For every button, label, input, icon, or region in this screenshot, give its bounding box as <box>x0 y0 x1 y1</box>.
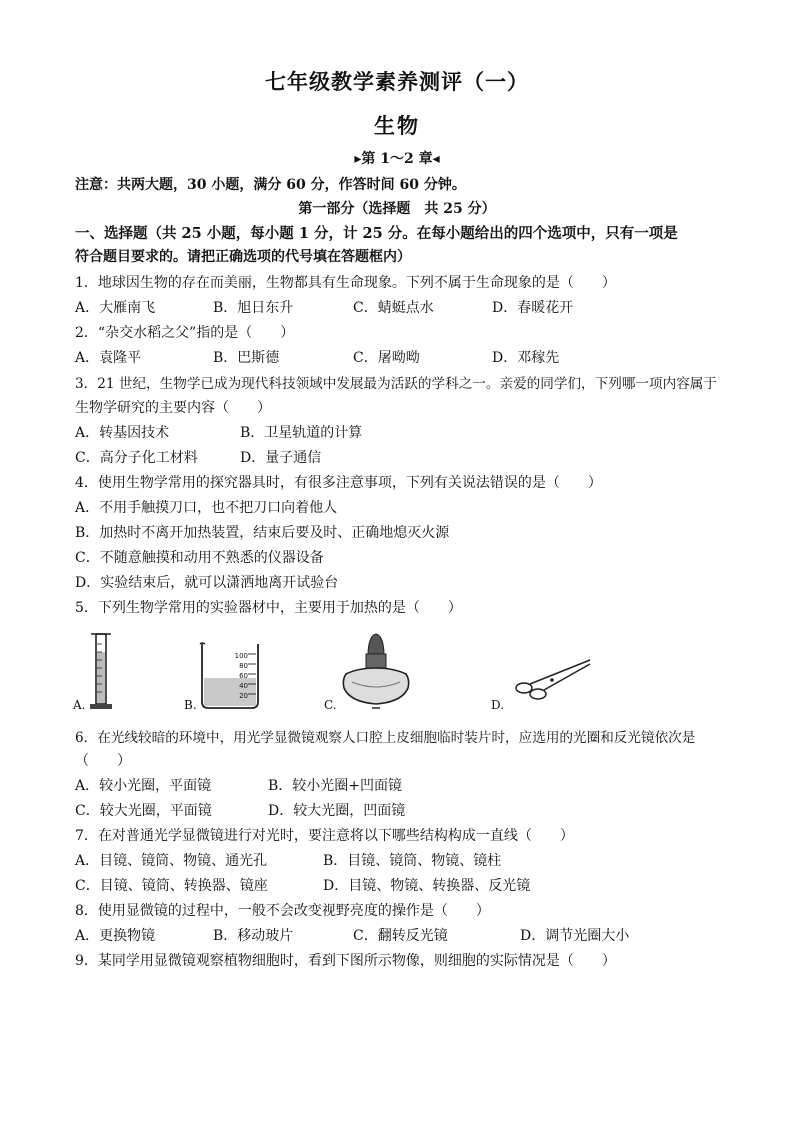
q6-option-d: D．较大光圈，凹面镜 <box>268 803 406 819</box>
q4-option-c: C．不随意触摸和动用不熟悉的仪器设备 <box>75 550 324 566</box>
q4-option-b: B．加热时不离开加热装置，结束后要及时、正确地熄灭火源 <box>75 525 450 541</box>
q2-stem: 2．“杂交水稻之父”指的是（ ） <box>75 325 295 341</box>
q5-label-b: B. <box>184 698 197 712</box>
beaker-tick-label: 80 <box>239 662 248 670</box>
exam-title: 七年级教学素养测评（一） <box>265 69 529 94</box>
scissors-figure <box>506 654 594 700</box>
subject-title: 生物 <box>374 113 420 138</box>
q1-option-b: B．旭日东升 <box>213 300 294 316</box>
q5-stem: 5．下列生物学常用的实验器材中，主要用于加热的是（ ） <box>75 600 462 616</box>
q2-option-d: D．邓稼先 <box>492 350 560 366</box>
q1-option-d: D．春暖花开 <box>492 300 574 316</box>
q5-label-c: C. <box>324 698 337 712</box>
q6-stem-line1: 6．在光线较暗的环境中，用光学显微镜观察人口腔上皮细胞临时装片时，应选用的光圈和反光镜依次是 <box>75 730 696 746</box>
q7-option-b: B．目镜、镜筒、物镜、镜柱 <box>323 853 502 869</box>
q8-stem: 8．使用显微镜的过程中，一般不会改变视野亮度的操作是（ ） <box>75 903 490 919</box>
q2-option-b: B．巴斯德 <box>213 350 280 366</box>
q6-option-b: B．较小光圈+凹面镜 <box>268 778 403 794</box>
section1-instruction-line2: 符合题目要求的。请把正确选项的代号填在答题框内） <box>75 249 411 265</box>
q6-option-c: C．较大光圈，平面镜 <box>75 803 212 819</box>
q4-option-d: D．实验结束后，就可以潇洒地离开试验台 <box>75 575 339 591</box>
q8-option-a: A．更换物镜 <box>75 928 156 944</box>
q6-stem-line2: （ ） <box>75 753 131 769</box>
q3-stem-line1: 3．21 世纪，生物学已成为现代科技领域中发展最为活跃的学科之一。亲爱的同学们，下列哪一项内容属于 <box>75 376 717 392</box>
section1-instruction-line1: 一、选择题（共 25 小题，每小题 1 分，计 25 分。在每小题给出的四个选项中，只有一项是 <box>75 225 678 242</box>
alcohol-lamp-figure <box>336 630 416 712</box>
q8-option-b: B．移动玻片 <box>213 928 294 944</box>
q7-option-a: A．目镜、镜筒、物镜、通光孔 <box>75 853 268 869</box>
q3-option-b: B．卫星轨道的计算 <box>240 425 363 441</box>
q1-stem: 1．地球因生物的存在而美丽，生物都具有生命现象。下列不属于生命现象的是（ ） <box>75 275 616 291</box>
q7-stem: 7．在对普通光学显微镜进行对光时，要注意将以下哪些结构构成一直线（ ） <box>75 828 574 844</box>
q1-option-a: A．大雁南飞 <box>75 300 156 316</box>
notice: 注意：共两大题，30 小题，满分 60 分，作答时间 60 分钟。 <box>75 177 466 193</box>
beaker-scale <box>232 651 248 701</box>
beaker-figure <box>196 640 262 710</box>
q4-option-a: A．不用手触摸刀口，也不把刀口向着他人 <box>75 500 338 516</box>
q9-stem: 9．某同学用显微镜观察植物细胞时，看到下图所示物像，则细胞的实际情况是（ ） <box>75 953 616 969</box>
beaker-tick-label: 40 <box>239 682 248 690</box>
beaker-tick-label: 60 <box>239 672 248 680</box>
q6-option-a: A．较小光圈，平面镜 <box>75 778 212 794</box>
q2-option-a: A．袁隆平 <box>75 350 142 366</box>
q5-label-a: A. <box>73 698 86 712</box>
q3-option-c: C．高分子化工材料 <box>75 450 198 466</box>
q4-stem: 4．使用生物学常用的探究器具时，有很多注意事项，下列有关说法错误的是（ ） <box>75 475 602 491</box>
q8-option-c: C．翻转反光镜 <box>353 928 448 944</box>
beaker-tick-label: 20 <box>239 692 248 700</box>
q5-label-d: D. <box>491 698 505 712</box>
q3-option-a: A．转基因技术 <box>75 425 170 441</box>
chapter-range: ▸第 1～2 章◂ <box>354 151 440 167</box>
graduated-cylinder-figure <box>86 632 116 712</box>
part1-title: 第一部分（选择题 共 25 分） <box>298 201 496 217</box>
q8-option-d: D．调节光圈大小 <box>520 928 630 944</box>
q7-option-d: D．目镜、物镜、转换器、反光镜 <box>323 878 531 894</box>
beaker-tick-label: 100 <box>234 652 248 660</box>
q7-option-c: C．目镜、镜筒、转换器、镜座 <box>75 878 268 894</box>
q1-option-c: C．蜻蜓点水 <box>353 300 434 316</box>
q3-option-d: D．量子通信 <box>240 450 322 466</box>
q2-option-c: C．屠呦呦 <box>353 350 420 366</box>
q3-stem-line2: 生物学研究的主要内容（ ） <box>75 400 271 416</box>
